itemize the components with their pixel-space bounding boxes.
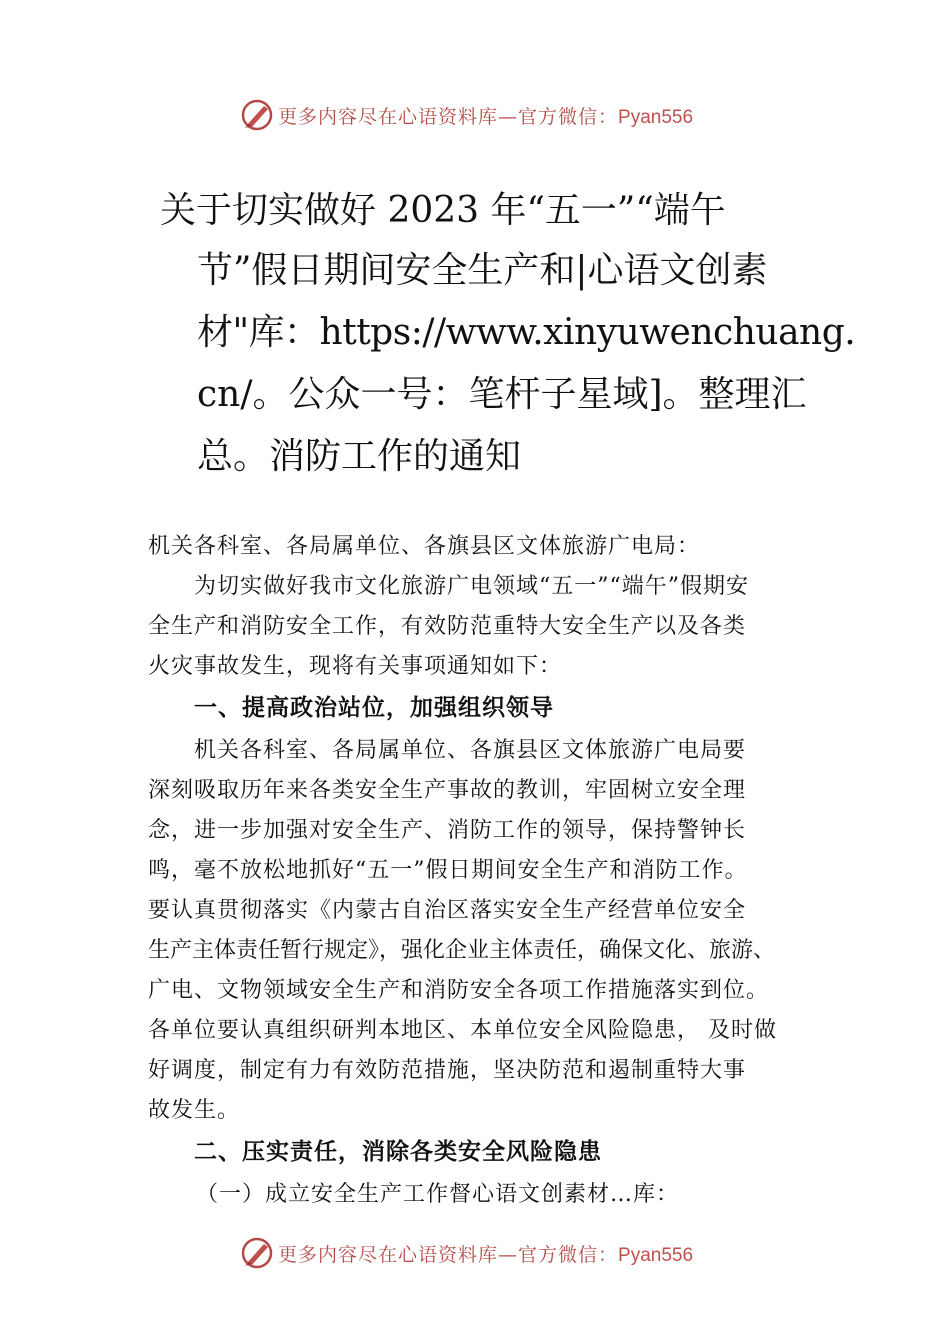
- para1-line: 广电、文物领域安全生产和消防安全各项工作措施落实到位。: [148, 978, 770, 1003]
- title-line-4: cn/。公众一号：笔杆子星域]。整理汇: [197, 374, 807, 415]
- watermark-dash: —: [498, 106, 519, 128]
- watermark-main: 更多内容尽在心语资料库: [278, 1244, 499, 1266]
- para1-line: 好调度，制定有力有效防范措施，坚决防范和遏制重特大事: [148, 1058, 747, 1083]
- watermark-text: [278, 102, 693, 129]
- para1-line: 生产主体责任暂行规定》，强化企业主体责任，确保文化、旅游、: [148, 938, 776, 963]
- pen-circle-logo-icon: [240, 98, 274, 132]
- section-heading-1: 一、提高政治站位，加强组织领导: [194, 694, 554, 720]
- watermark-text: [278, 1240, 693, 1267]
- watermark-wechat-id: Pyan556: [618, 107, 694, 128]
- header-watermark-banner: [0, 96, 950, 136]
- para1-line: 故发生。: [148, 1098, 241, 1123]
- title-line-1: 关于切实做好 2023 年“五一”“端午: [160, 190, 726, 231]
- footer-watermark-banner: [0, 1234, 950, 1274]
- title-line-5: 总。消防工作的通知: [197, 436, 522, 477]
- title-line-2: 节”假日期间安全生产和|心语文创素: [197, 250, 768, 291]
- para1-line: 深刻吸取历年来各类安全生产事故的教训，牢固树立安全理: [148, 778, 747, 803]
- watermark-label: 官方微信：: [518, 106, 619, 128]
- intro-line: 为切实做好我市文化旅游广电领域“五一”“端午”假期安: [194, 574, 749, 599]
- para1-line: 要认真贯彻落实《内蒙古自治区落实安全生产经营单位安全: [148, 898, 747, 923]
- watermark-main: 更多内容尽在心语资料库: [278, 106, 499, 128]
- subsection-1: （一）成立安全生产工作督心语文创素材…库：: [196, 1182, 680, 1207]
- para1-line: 鸣，毫不放松地抓好“五一”假日期间安全生产和消防工作。: [148, 858, 748, 883]
- para1-line: 各单位要认真组织研判本地区、本单位安全风险隐患， 及时做: [148, 1018, 777, 1043]
- salutation: 机关各科室、各局属单位、各旗县区文体旅游广电局：: [148, 534, 701, 559]
- section-heading-2: 二、压实责任，消除各类安全风险隐患: [194, 1138, 602, 1164]
- title-line-3: 材"库：https://www.xinyuwenchuang.: [197, 312, 856, 353]
- watermark-dash: —: [498, 1244, 519, 1266]
- intro-line: 全生产和消防安全工作，有效防范重特大安全生产以及各类: [148, 614, 747, 639]
- pen-circle-logo-icon: [240, 1236, 274, 1270]
- watermark-wechat-id: Pyan556: [618, 1245, 694, 1266]
- para1-line: 机关各科室、各局属单位、各旗县区文体旅游广电局要: [194, 738, 747, 763]
- watermark-label: 官方微信：: [518, 1244, 619, 1266]
- para1-line: 念，进一步加强对安全生产、消防工作的领导，保持警钟长: [148, 818, 747, 843]
- intro-line: 火灾事故发生，现将有关事项通知如下：: [148, 654, 563, 679]
